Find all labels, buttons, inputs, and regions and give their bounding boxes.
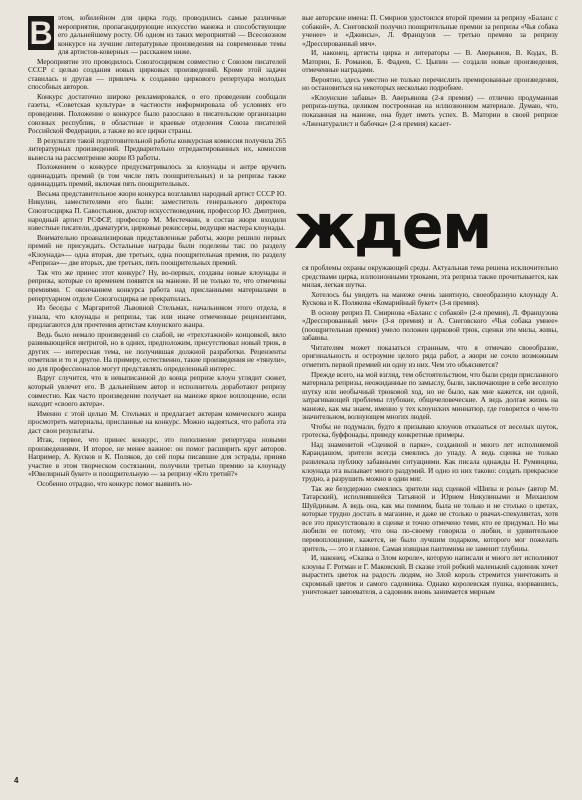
right-column-top [302,14,558,129]
paragraph: Так же безудержно смеялись зрители над сценкой «Шипы и розы» (автор М. Татарский), исполнявшейся Татьяной и Юрием Никулиными и Михаилом Шуйдиным. А ведь она, как мы помним, была не только и не столько о цветах, которые трудно достать в магазине, и даже не столько о рвачах-спекулянтах, хотя все это присутствовало в сценке и точно отмечено теми, кто ее придумал. Но мы любили ее потому, что она по-своему говорила о любви, и удивительное перевоплощение, кажется, не было лучшим подарком, которого мог пожелать зритель, — это и главное. Самая изящная пантомима не заменит глубины. [302,483,558,553]
paragraph: Так что же принес этот конкурс? Ну, во-первых, созданы новые клоунады и репризы, которые со временем появятся на манеже. И не только те, что отмечены премиями. С окончанием конкурса работа над присланными материалами в репертуарном отделе Союзгосцирка не прекратилась. [28,267,286,303]
paragraph: Вероятно, здесь уместно не только перечислить премированные произведения, но остановиться на некоторых несколько подробнее. [302,74,558,93]
paragraph: Мероприятие это проводилось Союзгосцирком совместно с Союзом писателей СССР с целью создания новых цирковых произведений. Кроме этой задачи ставилась и другая — привлечь к созданию циркового репертуара молодых способных авторов. [28,56,286,92]
paragraph: Вдруг случится, что в невыписанной до конца репризе клоун углядит сюжет, который увлечет его. В дальнейшем автор и исполнитель доработают репризу совместно. Как часто произведение получает на манеже яркое воплощение, если находит «своего актера». [28,373,286,409]
paragraph: Прежде всего, на мой взгляд, тем обстоятельством, что были среди присланного материала репризы, неожиданные по замыслу, были, заключающие в себе веселую шутку или необычный трюковой ход, но не было, как мне кажется, ни одной, затрагивающей проблемы глубокие, общечеловеческие. А ведь долгая жизнь на манеже, как мы знаем, именно у тех клоунских миниатюр, где говорится о чем-то значительном, волнующем многих людей. [302,369,558,422]
paragraph: Чтобы не подумали, будто я призываю клоунов отказаться от веселых шуток, гротеска, буффонады, приведу конкретные примеры. [302,421,558,440]
paragraph: И, наконец, «Сказка о Злом короле», которую написали и много лет исполняют клоуны Г. Ротман и Г. Маковский. В сказке этой робкий маленький садовник хочет вырастить цветок на радость людям, но Злой король стремится уничтожить и скромный цветок и самого садовника. Однако королевская пушка, взорвавшись, уничтожает завоевателя, а садовник вновь занимается мирным [302,553,558,597]
paragraph: Внимательно проанализировав представленные работы, жюри решило первых премий не присуждать. Остальные награды были поделены так: по разделу «Клоунада»— одна вторая, две третьих, одна поощрительная премия, по разделу «Реприза»— две вторых, две третьих, пять поощрительных премий. [28,232,286,268]
right-column-bottom [302,264,558,598]
drop-cap: В [29,15,53,51]
paragraph: В этом, юбилейном для цирка году, проводились самые различные мероприятия, пропагандирующие искусство манежа и способствующие его дальнейшему росту. Об одном из таких мероприятий — Всесоюзном конкурсе на лучшие литературные произведения на современные темы для артистов-коверных — расскажем ниже. [29,13,286,57]
paragraph: Хотелось бы увидеть на манеже очень занятную, своеобразную клоунаду А. Кускова и К. Полякова «Комарийный букет» (3-я премия). [302,289,558,308]
paragraph: Именно с этой целью М. Стельмах и предлагает актерам комического жанра просмотреть материалы, присланные на конкурс. Можно надеяться, что работа эта даст свои результаты. [28,408,286,435]
paragraph: Конкурс достаточно широко рекламировался, о его проведении сообщали газеты, «Советская культура» в частности информировала об условиях его проведения. Положение о конкурсе было разослано в писательские организации союзных республик, в областные и краевые отделения Союза писателей Российской Федерации, а также во все цирки страны. [28,91,286,136]
paragraph: Из беседы с Маргаритой Львовной Стельмах, начальником этого отдела, я узнала, что клоунады и репризы, так или иначе отмеченные рецензентами, предлагаются для прочтения артистам клоунского жанра. [28,303,286,330]
left-column [28,14,286,490]
paragraph: Над знаменитой «Сценкой в парке», созданной и много лет исполняемой Карандашом, зрители всегда смеялись до упаду. А ведь сценка не только развлекала публику забавными ситуациями. Как писала однажды Н. Румянцева, клоунада эта вызывает много раздумий. И одно из них таково: создать прекрасное трудно, а разрушить можно в один миг. [302,439,558,484]
paragraph: Читателям может показаться странным, что я отмечаю своеобразие, оригинальность и остроумие целого ряда работ, а жюри не сочло возможным отметить первой премией ни одну из них. Чем это объясняется? [302,342,558,370]
headline: ждем [294,196,491,258]
paragraph: Положением о конкурсе предусматривалось за клоунады и антре вручить одиннадцать премий (в том числе пять поощрительных) и за репризы также одиннадцать премий, включая пять поощрительных. [28,162,286,189]
paragraph: «Клоунские забавы» В. Аверьянова (2-я премия) — отлично продуманная реприза-шутка, целиком построенная на иллюзионном материале. Думаю, что, показанная на манеже, она будет иметь успех. В. Маторин в своей репризе «Лженатуралист и бабочка» (2-я премия) касает- [302,92,558,128]
paragraph: Весьма представительное жюри конкурса возглавлял народный артист СССР Ю. Никулин, заместителями его были: заместитель генерального директора Союзгосцирка П. Савостьянов, доктор искусствоведения, профессор Ю. Дмитриев, народный артист РСФСР, профессор М. Местечкин, в состав жюри входили известные писатели, драматурги, цирковые режиссеры, ведущие мастера клоунады. [28,188,286,233]
paragraph: В основу реприз П. Смирнова «Баланс с собакой» (2-я премия), Л. Французова «Дрессированный мяч» (3-я премия) и А. Снеговского «Чья собака умнее» (поощрительная премия) умело положен цирковой трюк, сценки эти милы, живы, забавны. [302,307,558,343]
paragraph: Ведь было немало произведений со слабой, не «трехэтажной» концовкой, вяло развивающейся интригой, но в одних, предположим, присутствовал новый трюк, в других — интересная тема, не получившая должной разработки. Рецензенты отметили и то и другое. На примеру, естественно, такие произведения не «тянули», но для профессионалов могут представлять определенный интерес. [28,329,286,373]
paragraph: вые авторские имена: П. Смирнов удостоился второй премии за репризу «Баланс с собакой», А. Снеговской получил поощрительные премии за репризы «Чья собака ученее» и «Джинсы», Л. Французов — третью премию за репризу «Дрессированный мяч». [302,13,558,48]
paragraph: ся проблемы охраны окружающей среды. Актуальная тема решена исключительно средствами цирка, иллюзионными трюками, эта реприза также прочитывается, как милая, легкая шутка. [302,263,558,290]
paragraph: В результате такой подготовительной работы конкурсная комиссия получила 265 литературных произведений. Предварительно отредактированных их, комиссия вынесла на рассмотрение жюри 83 работы. [28,135,286,162]
paragraph: Итак, первое, что принес конкурс, это пополнение репертуара новыми произведениями. И второе, не менее важное: он помог расширить круг авторов. Например, А. Кусков и К. Поляков, до сей поры писавшие для эстрады, приняв участие в этом творческом состязании, получили третью премию за клоунаду «Ювелирный букет» и поощрительную — за репризу «Кто третий?» [28,435,286,479]
paragraph: Особенно отрадно, что конкурс помог выявить но- [37,478,193,488]
paragraph: И, наконец, артисты цирка и литераторы — В. Аверьянов, В. Кодах, В. Маторин, Б. Романов, Б. Фадеев, С. Цыпин — создали новые произведения, отмеченные наградами. [302,48,558,75]
page-number: 4 [14,776,19,785]
